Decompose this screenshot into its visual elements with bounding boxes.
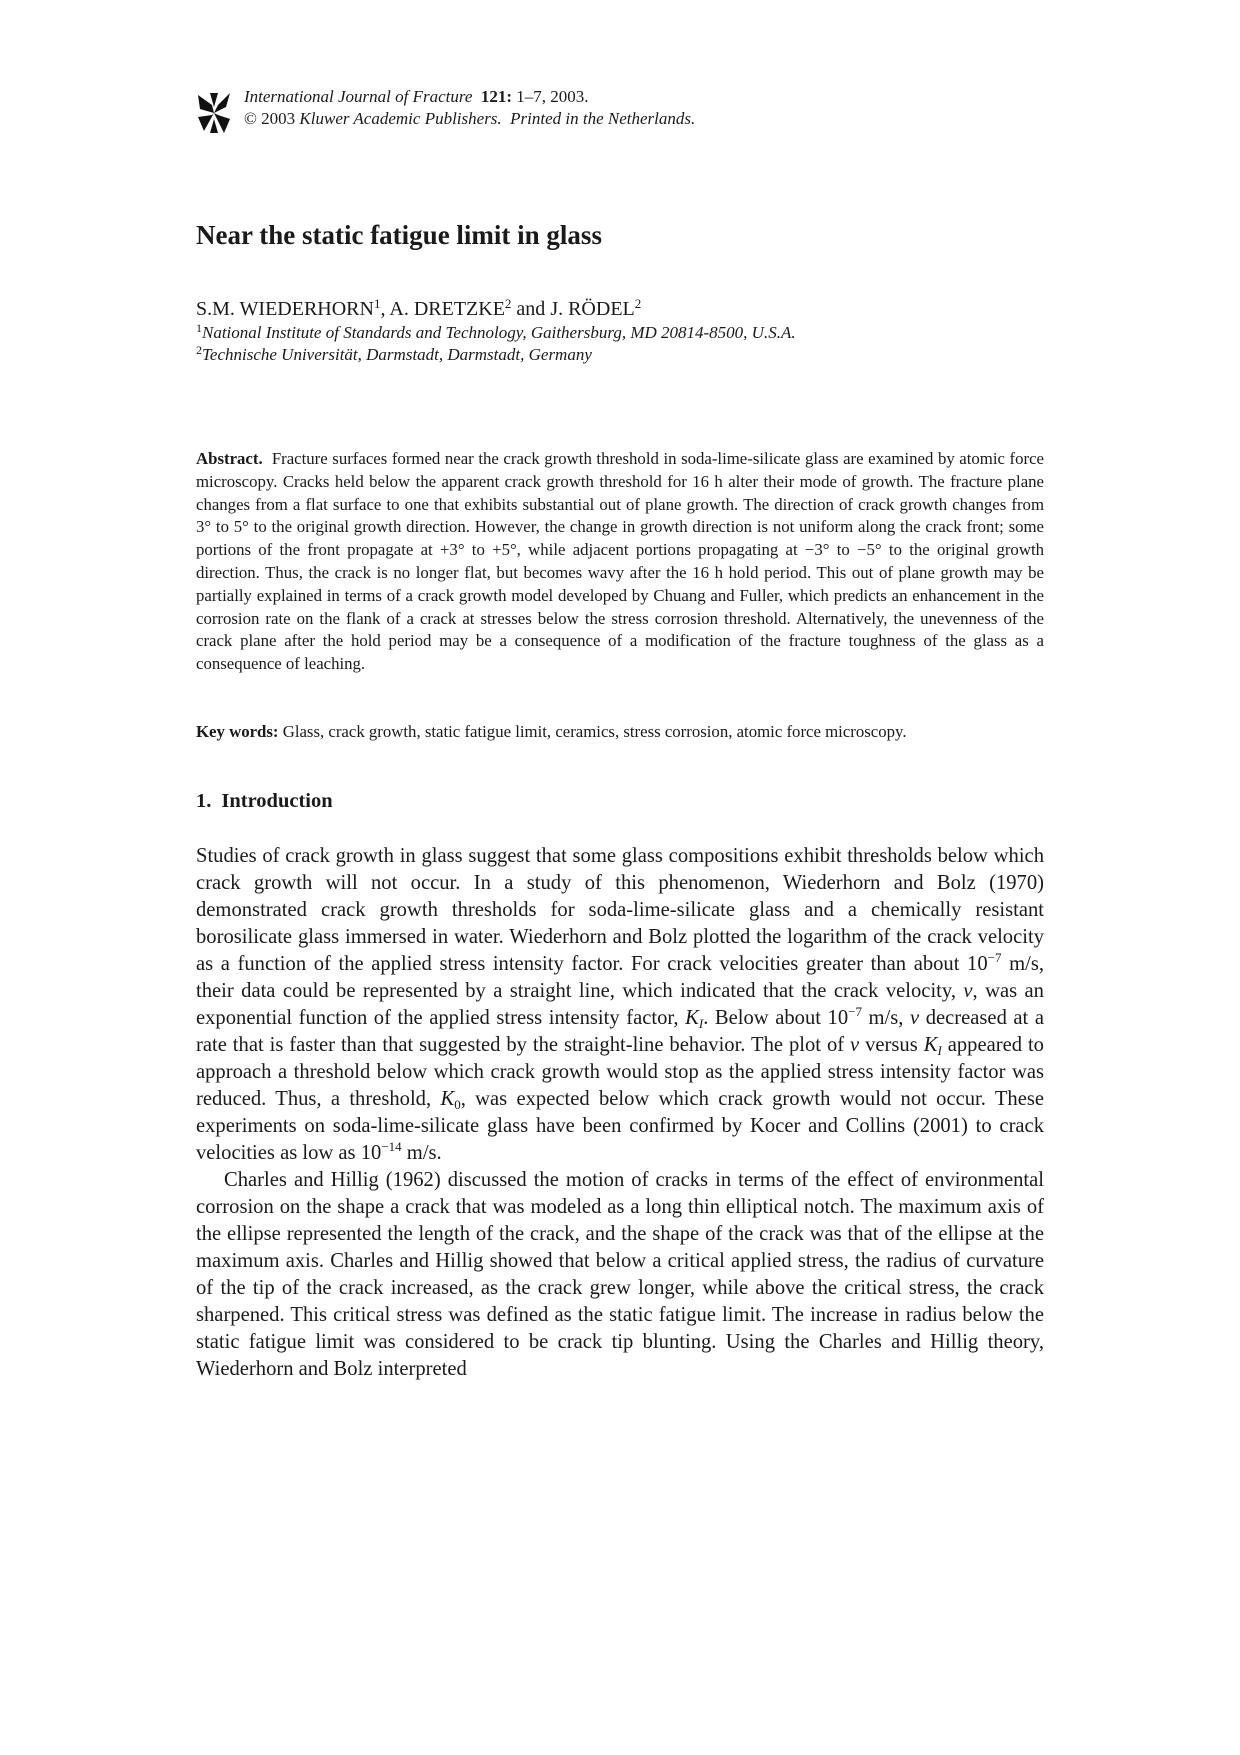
author-3: J. RÖDEL [550, 298, 635, 320]
p1-symbol-k-2-sub: I [937, 1043, 942, 1058]
p1-exponent-3: −14 [381, 1139, 402, 1154]
author-1: S.M. WIEDERHORN [196, 298, 374, 320]
p1-symbol-k0: K [440, 1088, 455, 1110]
author-1-affil-mark: 1 [373, 296, 381, 311]
author-2: A. DRETZKE [389, 298, 505, 320]
affiliation-1-text: National Institute of Standards and Technology, Gaithersburg, MD 20814-8500, U.S.A. [202, 323, 796, 342]
journal-name: International Journal of Fracture [244, 87, 473, 106]
section-title: Introduction [221, 790, 333, 812]
running-header [196, 86, 695, 135]
keywords-text: Glass, crack growth, static fatigue limit, ceramics, stress corrosion, atomic force microscopy. [282, 722, 907, 741]
p1-text-5: m/s, [861, 1007, 910, 1029]
p1-text-7: versus [859, 1034, 924, 1056]
affiliation-2-text: Technische Universität, Darmstadt, Darmstadt, Germany [202, 345, 592, 364]
p1-text-4: . Below about 10 [703, 1007, 849, 1029]
p1-symbol-k-1: K [685, 1007, 699, 1029]
p1-symbol-k-2: K [923, 1034, 938, 1056]
affiliation-2-mark: 2 [196, 343, 202, 357]
copyright-line [244, 108, 695, 130]
journal-citation-line [244, 86, 695, 108]
introduction-body [196, 843, 1044, 1383]
publisher-logo [196, 91, 232, 135]
journal-pages-year: 1–7, 2003. [516, 87, 589, 106]
section-number: 1. [196, 790, 212, 812]
abstract [196, 448, 1044, 676]
publisher-name: Kluwer Academic Publishers. [299, 109, 502, 128]
abstract-text: Fracture surfaces formed near the crack growth threshold in soda-lime-silicate glass are examined by atomic force microscopy. Cracks held below the apparent crack growth threshold for 16 h alter their mode of growth. The fracture plane changes from a flat surface to one that exhibits substantial out of plane growth. The direction of crack growth changes from 3° to 5° to the original growth direction. However, the change in growth direction is not uniform along the crack front; some portions of the front propagate at +3° to +5°, while adjacent portions propagating at −3° to −5° to the original growth direction. Thus, the crack is no longer flat, but becomes wavy after the 16 h hold period. This out of plane growth may be partially explained in terms of a crack growth model developed by Chuang and Fuller, which predicts an enhancement in the corrosion rate on the flank of a crack at stresses below the stress corrosion threshold. Alternatively, the unevenness of the crack plane after the hold period may be a consequence of a modification of the fracture toughness of the glass as a consequence of leaching. [196, 449, 1045, 674]
copyright-year: © 2003 [244, 109, 296, 128]
p1-symbol-v-1: v [963, 980, 973, 1002]
author-list: S.M. WIEDERHORN$^1$, A. DRETZKE$^2$ and J. RÖDEL$^2$ [196, 296, 642, 320]
p1-text-8: appeared to approach a threshold below which crack growth would stop as the applied stress intensity factor was reduced. Thus, a threshold, [196, 1034, 1044, 1110]
p1-text-9: , was expected below which crack growth would not occur. These experiments on soda-lime-silicate glass have been confirmed by Kocer and Collins (2001) to crack velocities as low as 10 [196, 1088, 1044, 1164]
journal-volume: 121: [480, 87, 513, 106]
keywords [196, 721, 1044, 743]
printed-location: Printed in the Netherlands. [510, 109, 696, 128]
affiliation-1-mark: 1 [196, 321, 202, 335]
p1-symbol-k0-sub: 0 [454, 1097, 461, 1112]
intro-paragraph-1 [196, 843, 1044, 1167]
p1-exponent-2: −7 [848, 1004, 862, 1019]
p1-exponent-1: −7 [987, 950, 1002, 965]
author-3-affil-mark: 2 [634, 296, 642, 311]
p1-text-6: decreased at a rate that is faster than that suggested by the straight-line behavior. The plot of [196, 1007, 1044, 1056]
author-joiner: and [516, 298, 546, 320]
p1-text-1: Studies of crack growth in glass suggest that some glass compositions exhibit thresholds below which crack growth will not occur. In a study of this phenomenon, Wiederhorn and Bolz (1970) demonstrated crack growth thresholds for soda-lime-silicate glass and a chemically resistant borosilicate glass immersed in water. Wiederhorn and Bolz plotted the logarithm of the crack velocity as a function of the applied stress intensity factor. For crack velocities greater than about 10 [196, 845, 1044, 975]
p1-text-10: m/s. [401, 1142, 442, 1164]
affiliation-2 [196, 344, 1044, 366]
intro-paragraph-2: Charles and Hillig (1962) discussed the motion of cracks in terms of the effect of environmental corrosion on the shape a crack that was modeled as a long thin elliptical notch. The maximum axis of the ellipse represented the length of the crack, and the shape of the crack was that of the ellipse at the maximum axis. Charles and Hillig showed that below a critical applied stress, the radius of curvature of the tip of the crack increased, as the crack grew longer, while above the critical stress, the crack sharpened. This critical stress was defined as the static fatigue limit. The increase in radius below the static fatigue limit was considered to be crack tip blunting. Using the Charles and Hillig theory, Wiederhorn and Bolz interpreted [196, 1169, 1044, 1380]
abstract-label: Abstract. [196, 449, 263, 468]
p1-text-3: , was an exponential function of the applied stress intensity factor, [196, 980, 1044, 1029]
paper-title: Near the static fatigue limit in glass [196, 220, 602, 250]
p1-symbol-k-1-sub: I [698, 1016, 704, 1031]
keywords-label: Key words: [196, 722, 279, 741]
p1-text-2: m/s, their data could be represented by a straight line, which indicated that the crack velocity, [196, 953, 1045, 1002]
affiliation-1 [196, 322, 1044, 344]
p1-symbol-v-2: v [910, 1007, 920, 1029]
p1-symbol-v-3: v [850, 1034, 860, 1056]
section-heading-introduction [196, 788, 1044, 814]
author-2-affil-mark: 2 [504, 296, 512, 311]
